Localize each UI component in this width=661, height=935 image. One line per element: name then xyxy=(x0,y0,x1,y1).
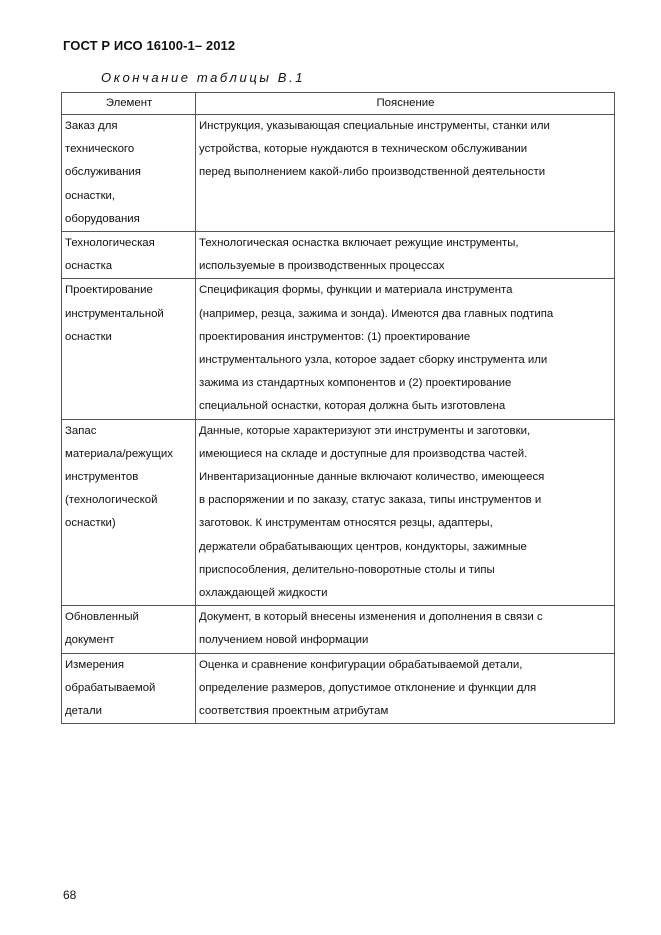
explanation-cell xyxy=(196,606,615,653)
element-text: Технологическая оснастка xyxy=(65,237,155,273)
element-cell xyxy=(62,232,196,279)
table-row xyxy=(62,115,615,232)
explanation-cell xyxy=(196,115,615,232)
table-header-row xyxy=(62,93,615,115)
column-header-explanation: Пояснение xyxy=(196,93,615,115)
explanation-cell xyxy=(196,419,615,606)
column-header-element: Элемент xyxy=(62,93,196,115)
table-row xyxy=(62,653,615,724)
page-number: 68 xyxy=(63,888,77,902)
element-cell xyxy=(62,419,196,606)
explanation-text: Спецификация формы, функции и материала инструмента (например, резца, зажима и зонда). Имеются два главных подтипа проектирования инструментов: (1) проектирование инструментального узла, которое задает сборку инструмента или зажима из стандартных компонентов и (2) проектирование специальной оснастки, которая должна быть изготовлена xyxy=(199,284,554,413)
table-row xyxy=(62,606,615,653)
explanation-text: Данные, которые характеризуют эти инструменты и заготовки, имеющиеся на складе и доступные для производства частей. Инвентаризационные данные включают количество, имеющееся в распоряжении и по заказу, статус заказа, типы инструментов и заготовок. К инструментам относятся резцы, адаптеры, держатели обрабатывающих центров, кондукторы, зажимные приспособления, делительно-поворотные столы и типы охлаждающей жидкости xyxy=(199,424,545,600)
element-cell xyxy=(62,653,196,724)
element-text: Проектирование инструментальной оснастки xyxy=(65,284,164,343)
explanation-cell xyxy=(196,232,615,279)
element-text: Обновленный документ xyxy=(65,611,139,647)
table-caption: Окончание таблицы В.1 xyxy=(101,70,306,85)
explanation-text: Оценка и сравнение конфигурации обрабатываемой детали, определение размеров, допустимое отклонение и функции для соответствия проектным атрибутам xyxy=(199,658,537,718)
element-cell xyxy=(62,279,196,419)
explanation-cell xyxy=(196,653,615,724)
explanation-text: Документ, в который внесены изменения и дополнения в связи с получением новой информации xyxy=(199,611,543,647)
definitions-table xyxy=(61,92,615,724)
explanation-text: Технологическая оснастка включает режущие инструменты, используемые в производственных процессах xyxy=(199,237,519,273)
document-header: ГОСТ Р ИСО 16100-1– 2012 xyxy=(63,38,236,53)
element-text: Запас материала/режущих инструментов (технологической оснастки) xyxy=(65,424,173,530)
element-text: Измерения обрабатываемой детали xyxy=(65,658,156,718)
element-cell xyxy=(62,606,196,653)
element-cell xyxy=(62,115,196,232)
table-row xyxy=(62,419,615,606)
table-row xyxy=(62,232,615,279)
element-text: Заказ для технического обслуживания оснастки, оборудования xyxy=(65,120,141,225)
explanation-cell xyxy=(196,279,615,419)
explanation-text: Инструкция, указывающая специальные инструменты, станки или устройства, которые нуждаются в техническом обслуживании перед выполнением какой-либо производственной деятельности xyxy=(199,120,550,179)
table-row xyxy=(62,279,615,419)
